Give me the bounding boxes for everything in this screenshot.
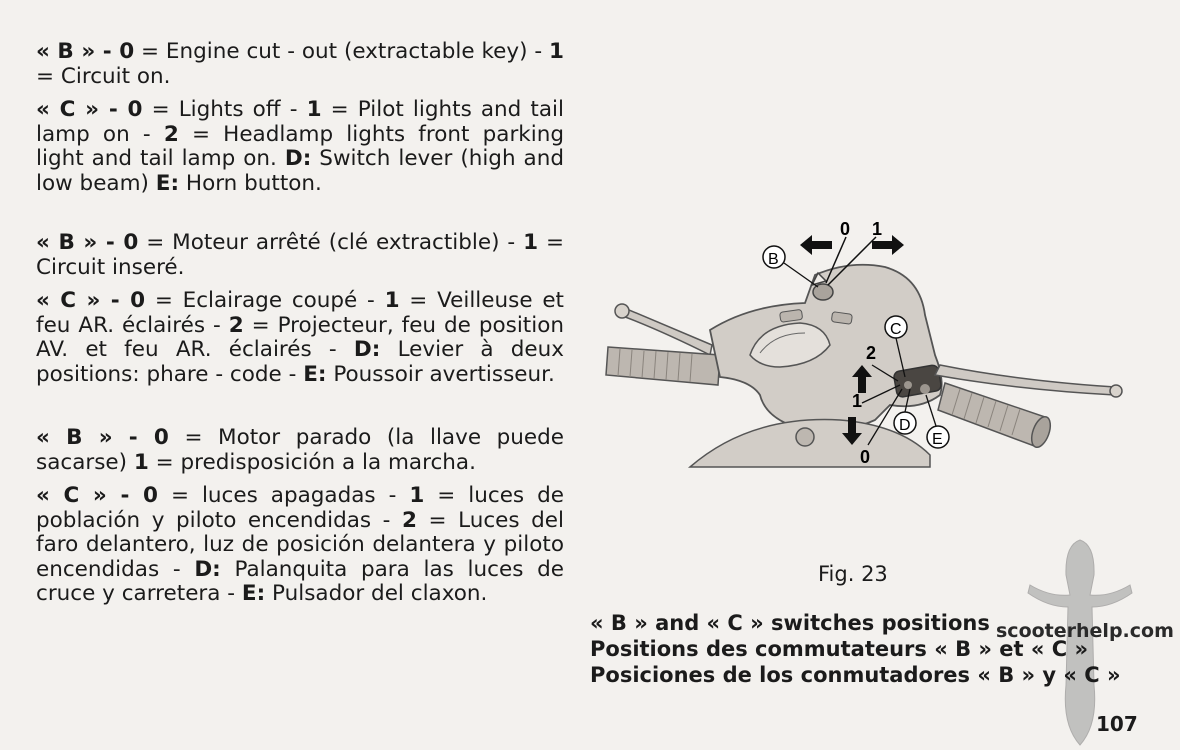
ignition-switch-b xyxy=(813,284,833,300)
es-switch-c-text: « C » - 0 = luces apagadas - 1 = luces de población y piloto encendidas - 2 = Luces del faro delantero, luz de posición delantera y piloto encendidas - D: Palanquita para las luces de cruce y carretera - E: Pulsador del claxon. xyxy=(36,483,564,606)
es-switch-b-text: « B » - 0 = Motor parado (la llave puede sacarse) 1 = predisposición a la marcha. xyxy=(36,425,564,475)
handlebar-illustration xyxy=(600,205,1140,475)
left-grip xyxy=(606,347,720,385)
caption-english: « B » and « C » switches positions xyxy=(590,611,990,635)
key-arrow-left-icon xyxy=(800,235,832,255)
caption-spanish: Posiciones de los conmutadores « B » y « C » xyxy=(590,663,1121,687)
switch-position-1: 1 xyxy=(852,391,863,411)
switch-position-0: 0 xyxy=(860,447,871,467)
left-brake-lever xyxy=(620,307,712,355)
switch-position-2: 2 xyxy=(866,343,877,363)
en-switch-b-text: « B » - 0 = Engine cut - out (extractable key) - 1 = Circuit on. xyxy=(36,39,564,89)
key-position-1: 1 xyxy=(872,219,883,239)
site-watermark: scooterhelp.com xyxy=(996,620,1174,642)
key-position-0: 0 xyxy=(840,219,851,239)
page-number: 107 xyxy=(1096,712,1138,736)
callout-d: D xyxy=(899,417,911,434)
instructions-column xyxy=(36,40,564,616)
callout-e: E xyxy=(932,431,943,448)
en-switch-c-text: « C » - 0 = Lights off - 1 = Pilot lights and tail lamp on - 2 = Headlamp lights front parking light and tail lamp on. D: Switch lever (high and low beam) E: Horn button. xyxy=(36,97,564,196)
figure-label: Fig. 23 xyxy=(818,562,888,586)
callout-b: B xyxy=(768,251,779,268)
section-spacer xyxy=(36,396,564,426)
fr-switch-b-text: « B » - 0 = Moteur arrêté (clé extractible) - 1 = Circuit inseré. xyxy=(36,230,564,280)
fr-switch-c-text: « C » - 0 = Eclairage coupé - 1 = Veilleuse et feu AR. éclairés - 2 = Projecteur, feu de position AV. et feu AR. éclairés - D: Levier à deux positions: phare - code - E: Poussoir avertisseur. xyxy=(36,288,564,387)
callout-c: C xyxy=(890,321,902,338)
section-spacer xyxy=(36,205,564,231)
caption-french: Positions des commutateurs « B » et « C » xyxy=(590,637,1089,661)
